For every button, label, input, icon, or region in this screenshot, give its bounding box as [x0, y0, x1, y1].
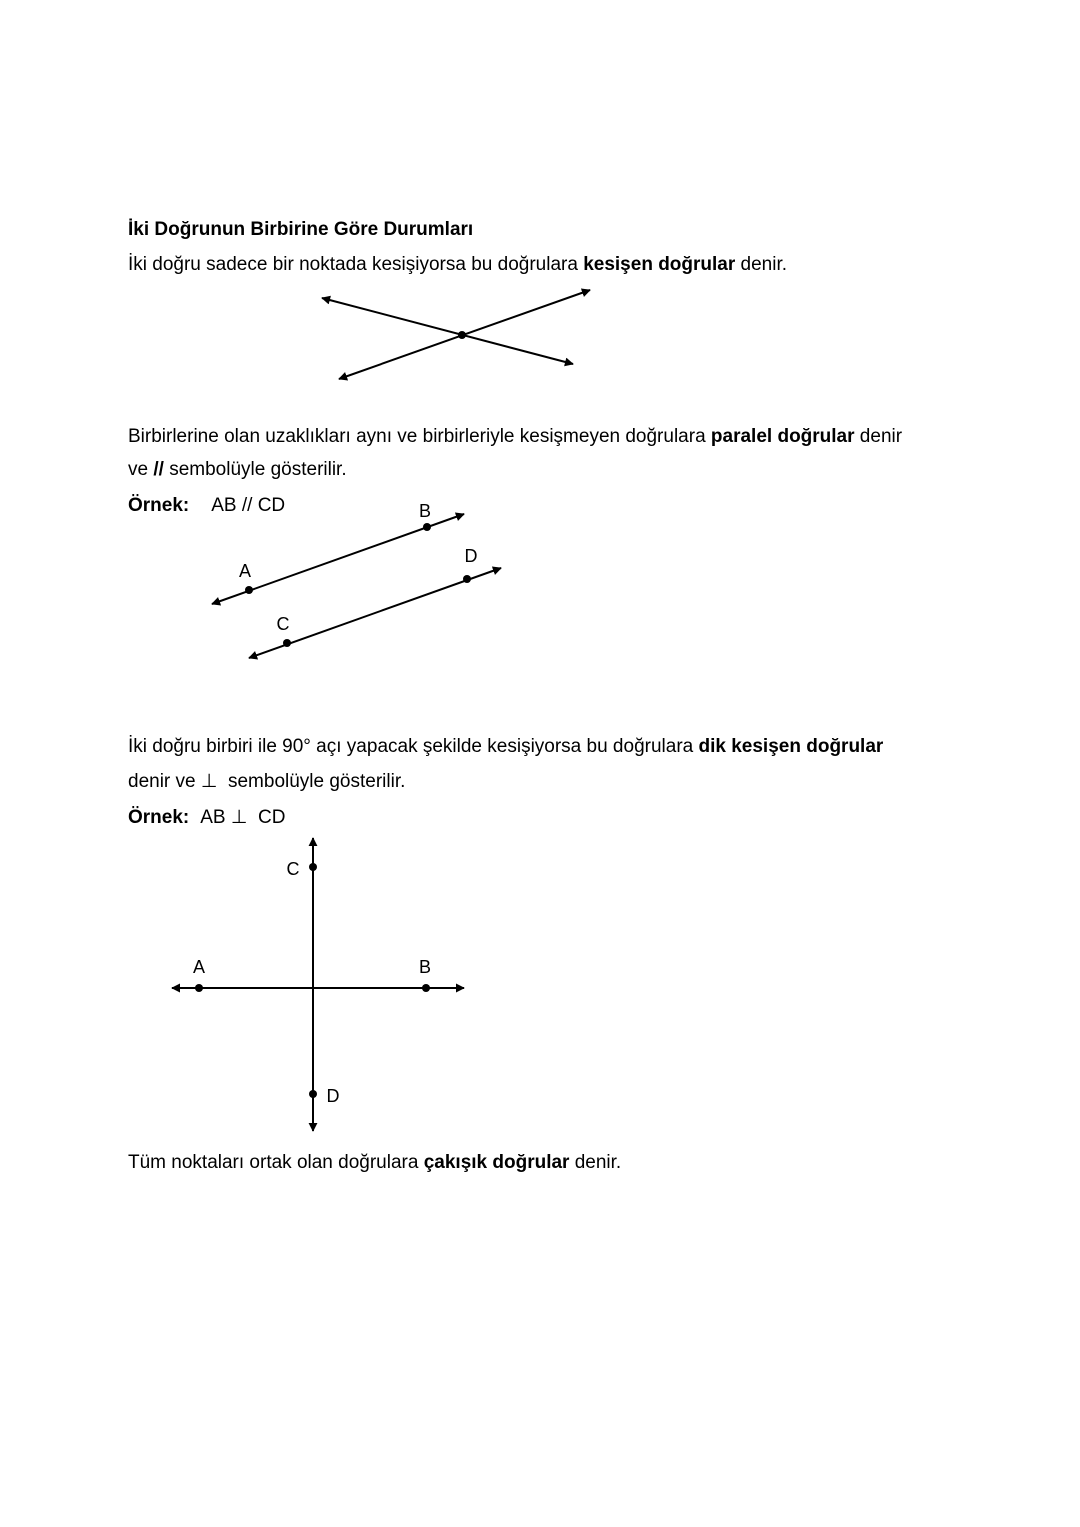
- label-b: B: [418, 957, 432, 977]
- perpendicular-definition-line1: İki doğru birbiri ile 90° açı yapacak şekilde kesişiyorsa bu doğrulara dik kesişen doğrular: [128, 736, 884, 757]
- label-a: A: [238, 561, 252, 581]
- intersecting-definition: İki doğru sadece bir noktada kesişiyorsa bu doğrulara kesişen doğrular denir.: [128, 254, 788, 275]
- label-a: A: [192, 957, 206, 977]
- parallel-example: Örnek: AB // CD: [128, 495, 286, 516]
- label-b: B: [418, 501, 432, 521]
- perpendicular-lines-diagram: [172, 838, 464, 1131]
- point-c: [283, 639, 291, 647]
- coincident-definition: Tüm noktaları ortak olan doğrulara çakışık doğrular denir.: [128, 1152, 622, 1173]
- label-c: C: [286, 859, 300, 879]
- point-b: [423, 523, 431, 531]
- parallel-lines-diagram: [212, 514, 501, 658]
- intersection-point: [458, 331, 466, 339]
- section-title: İki Doğrunun Birbirine Göre Durumları: [128, 219, 474, 240]
- parallel-definition-line2: ve // sembolüyle gösterilir.: [128, 459, 347, 480]
- label-d: D: [326, 1086, 340, 1106]
- parallel-definition-line1: Birbirlerine olan uzaklıkları aynı ve birbirleriyle kesişmeyen doğrulara paralel doğrular denir: [128, 426, 903, 447]
- perpendicular-example: Örnek: AB ⊥ CD: [128, 807, 286, 828]
- point-d: [463, 575, 471, 583]
- intersecting-lines-diagram: [322, 290, 590, 379]
- point-a: [245, 586, 253, 594]
- point-d: [309, 1090, 317, 1098]
- label-c: C: [276, 614, 290, 634]
- label-d: D: [464, 546, 478, 566]
- point-a: [195, 984, 203, 992]
- point-c: [309, 863, 317, 871]
- perpendicular-definition-line2: denir ve ⊥ sembolüyle gösterilir.: [128, 771, 406, 792]
- point-b: [422, 984, 430, 992]
- line-1: [322, 298, 573, 364]
